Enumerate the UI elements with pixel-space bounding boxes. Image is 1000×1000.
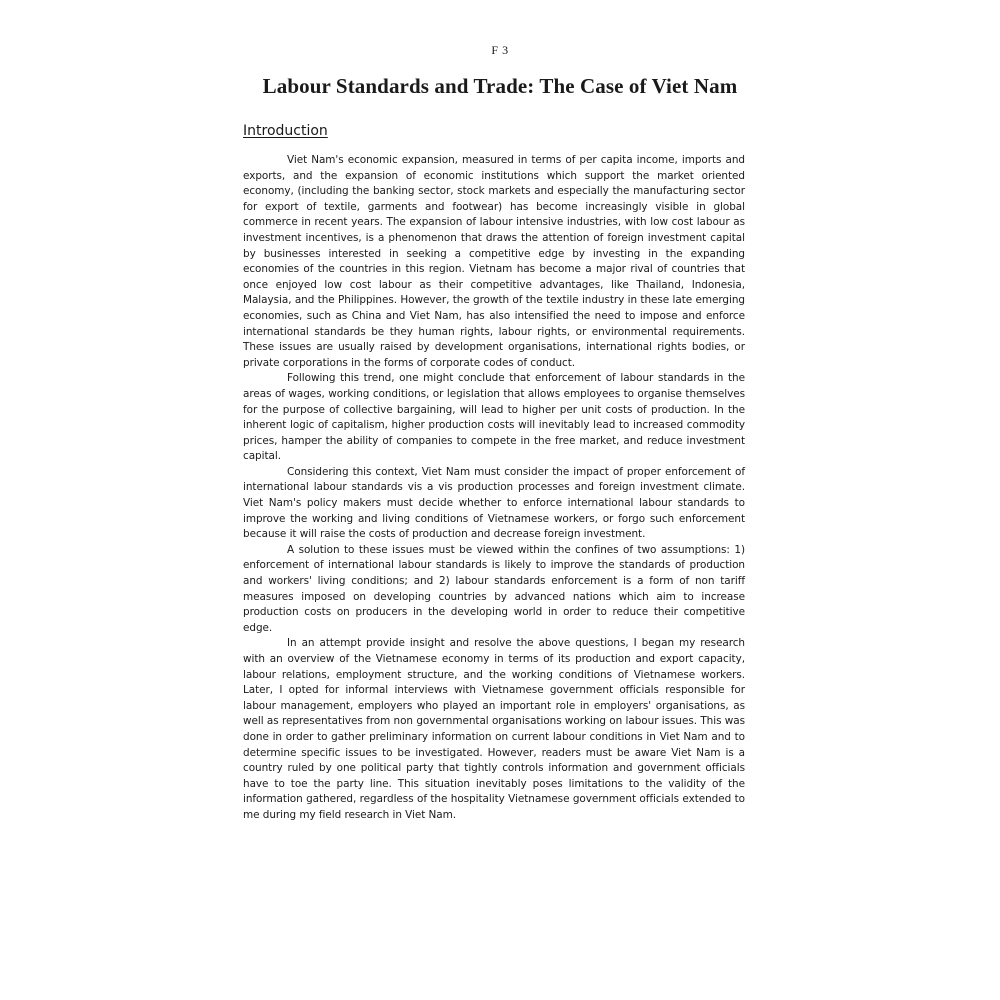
document-title: Labour Standards and Trade: The Case of Viet Nam bbox=[262, 74, 738, 98]
page-number: F 3 bbox=[491, 43, 509, 57]
section-heading-introduction: Introduction bbox=[243, 123, 328, 139]
paragraph: Viet Nam's economic expansion, measured in terms of per capita income, imports and exports, and the expansion of economic institutions which support the market oriented economy, (including the banking sector, stock markets and especially the manufacturing sector for export of textile, garments and footwear) has become increasingly visible in global commerce in recent years. The expansion of labour intensive industries, with low cost labour as investment incentives, is a phenomenon that draws the attention of foreign investment capital by businesses interested in seeking a competitive edge by investing in the expanding economies of the countries in this region. Vietnam has become a major rival of countries that once enjoyed low cost labour as their competitive advantages, like Thailand, Indonesia, Malaysia, and the Philippines. However, the growth of the textile industry in these late emerging economies, such as China and Viet Nam, has also intensified the need to impose and enforce international standards be they human rights, labour rights, or environmental requirements. These issues are usually raised by development organisations, international rights bodies, or private corporations in the forms of corporate codes of conduct. bbox=[243, 154, 745, 369]
paragraph: Considering this context, Viet Nam must consider the impact of proper enforcement of international labour standards vis a vis production processes and foreign investment climate. Viet Nam's policy makers must decide whether to enforce international labour standards to improve the working and living conditions of Vietnamese workers, or forgo such enforcement because it will raise the costs of production and decrease foreign investment. bbox=[243, 465, 745, 541]
paragraph: In an attempt provide insight and resolve the above questions, I began my research with an overview of the Vietnamese economy in terms of its production and export capacity, labour relations, employment structure, and the working conditions of Vietnamese workers. Later, I opted for informal interviews with Vietnamese government officials responsible for labour management, employers who played an important role in employers' organisations, as well as representatives from non governmental organisations working on labour issues. This was done in order to gather preliminary information on current labour conditions in Viet Nam and to determine specific issues to be investigated. However, readers must be aware Viet Nam is a country ruled by one political party that tightly controls information and government officials have to toe the party line. This situation inevitably poses limitations to the validity of the information gathered, regardless of the hospitality Vietnamese government officials extended to me during my field research in Viet Nam. bbox=[243, 637, 745, 821]
document-body bbox=[243, 153, 745, 824]
paragraph: Following this trend, one might conclude that enforcement of labour standards in the areas of wages, working conditions, or legislation that allows employees to organise themselves for the purpose of collective bargaining, will lead to higher per unit costs of production. In the inherent logic of capitalism, higher production costs will inevitably lead to increased commodity prices, hamper the ability of companies to compete in the free market, and reduce investment capital. bbox=[243, 372, 745, 463]
paragraph: A solution to these issues must be viewed within the confines of two assumptions: 1) enforcement of international labour standards is likely to improve the standards of production and workers' living conditions; and 2) labour standards enforcement is a form of non tariff measures imposed on developing countries by advanced nations which aim to increase production costs on producers in the developing world in order to reduce their competitive edge. bbox=[243, 543, 745, 634]
